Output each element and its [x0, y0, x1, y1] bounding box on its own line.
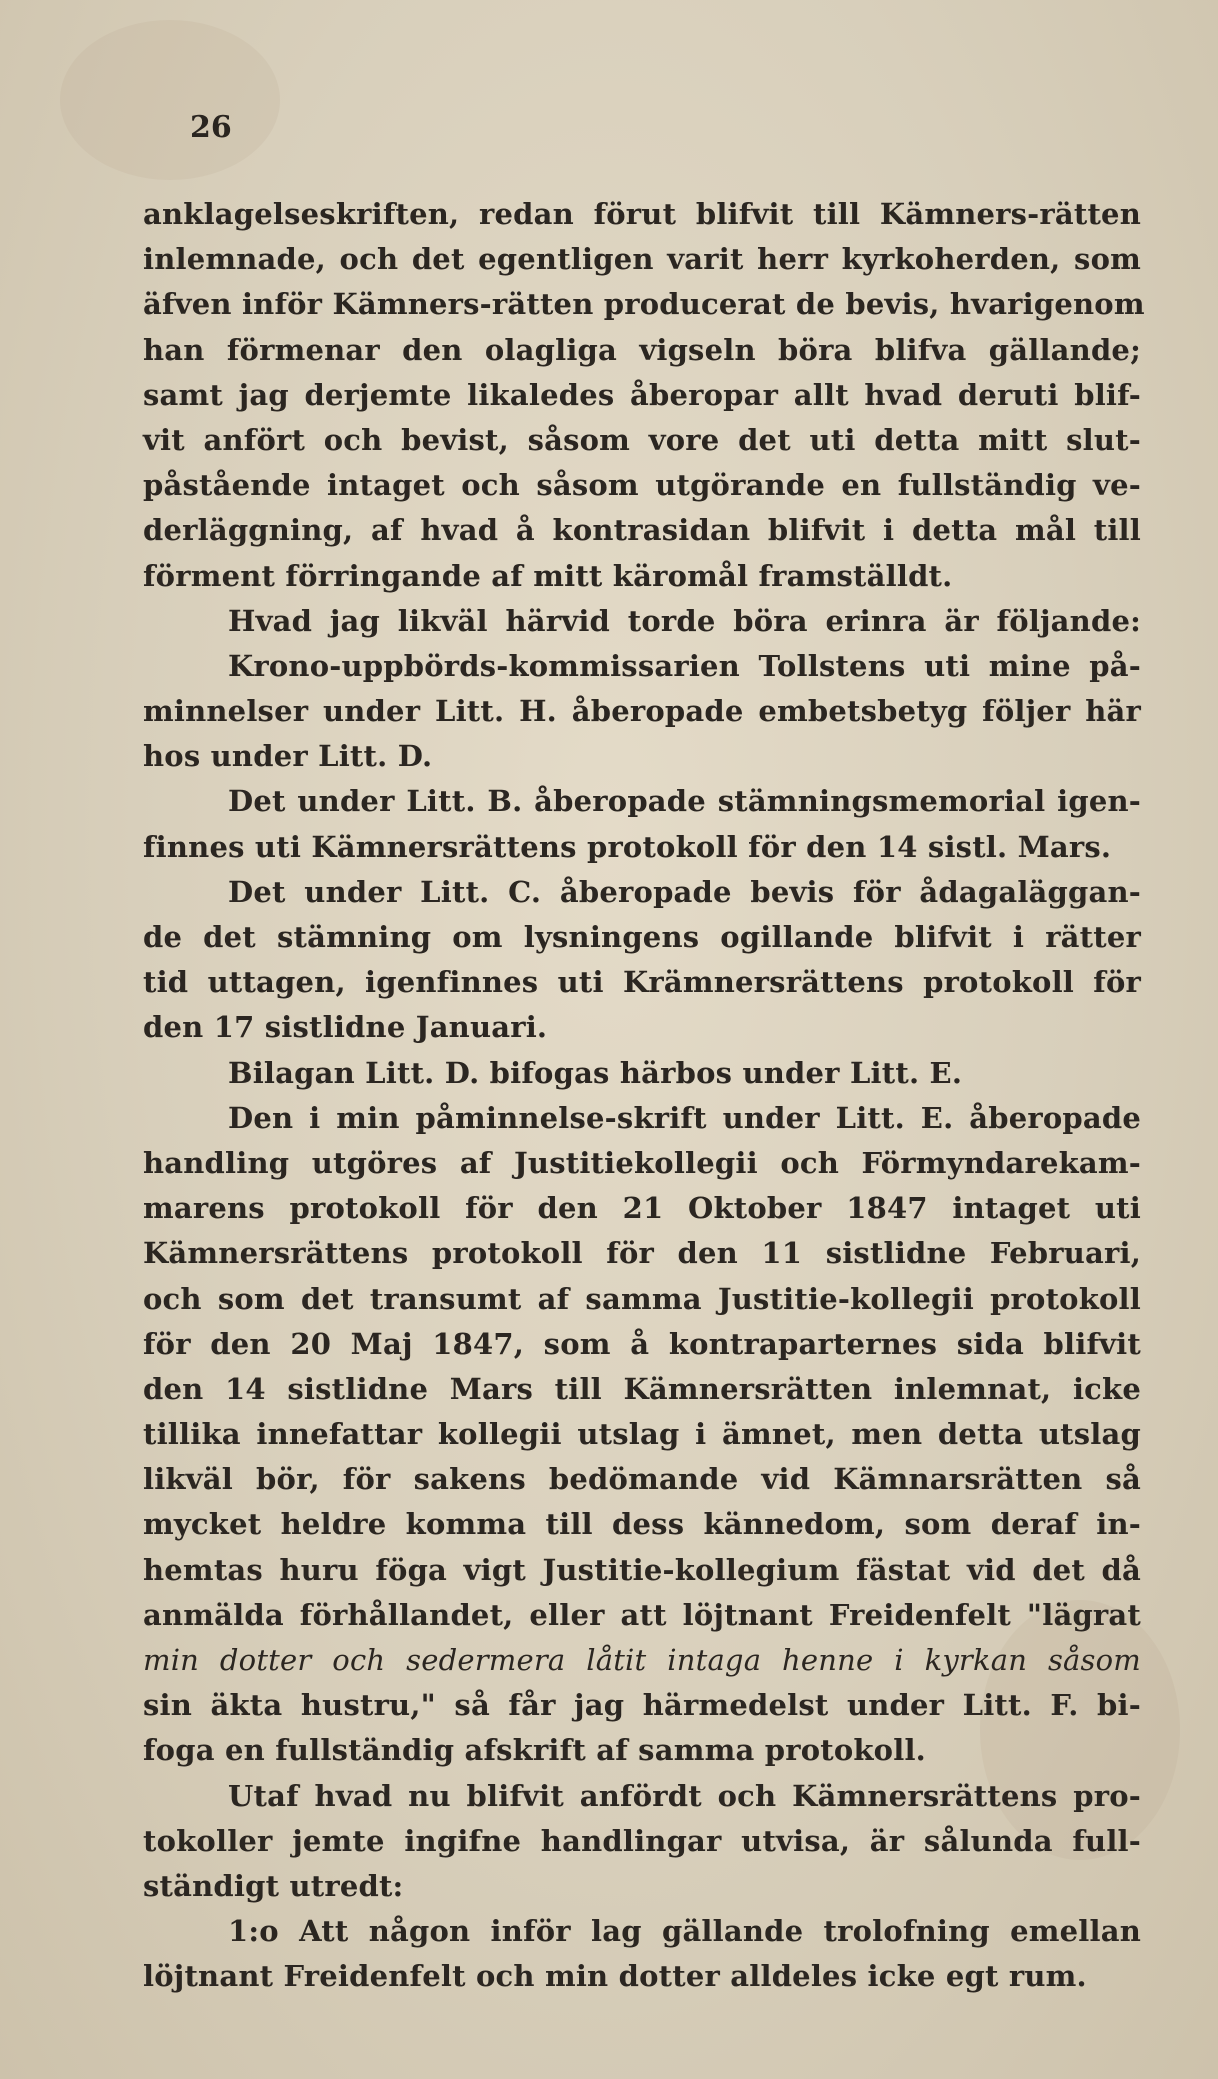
text-line: tokoller jemte ingifne handlingar utvisa, är sålunda full-: [143, 1823, 1141, 1858]
text-line: anmälda förhållandet, eller att löjtnant Freidenfelt "lägrat: [143, 1597, 1141, 1632]
paragraph: [143, 192, 1145, 599]
paragraph: [143, 1909, 1141, 1999]
text-line: påstående intaget och såsom utgörande en fullständig ve-: [143, 468, 1141, 503]
text-line: derläggning, af hvad å kontrasidan blifvit i detta mål till: [143, 513, 1141, 548]
text-line: min dotter och sedermera låtit intaga henne i kyrkan såsom: [143, 1643, 1141, 1677]
paragraph: [143, 779, 1141, 869]
text-line: äfven inför Kämners-rätten producerat de bevis, hvarigenom: [143, 287, 1145, 322]
text-line: 1:o Att någon inför lag gällande trolofning emellan: [228, 1914, 1141, 1949]
text-line: löjtnant Freidenfelt och min dotter alldeles icke egt rum.: [143, 1959, 1087, 1994]
text-line: den 17 sistlidne Januari.: [143, 1010, 548, 1045]
text-line: Utaf hvad nu blifvit anfördt och Kämnersrättens pro-: [228, 1778, 1141, 1813]
paragraph: [143, 1096, 1141, 1774]
text-line: sin äkta hustru," så får jag härmedelst under Litt. F. bi-: [143, 1688, 1141, 1723]
text-line: tillika innefattar kollegii utslag i ämnet, men detta utslag: [143, 1417, 1141, 1452]
text-line: samt jag derjemte likaledes åberopar allt hvad deruti blif-: [143, 377, 1141, 412]
text-line: hemtas huru föga vigt Justitie-kollegium fästat vid det då: [143, 1552, 1141, 1587]
text-line: likväl bör, för sakens bedömande vid Kämnarsrätten så: [143, 1462, 1141, 1497]
text-line: den 14 sistlidne Mars till Kämnersrätten inlemnat, icke: [143, 1371, 1141, 1406]
text-line: mycket heldre komma till dess kännedom, som deraf in-: [143, 1507, 1141, 1542]
text-line: och som det transumt af samma Justitie-kollegii protokoll: [143, 1281, 1141, 1316]
text-line: finnes uti Kämnersrättens protokoll för den 14 sistl. Mars.: [143, 829, 1112, 864]
text-line: vit anfört och bevist, såsom vore det uti detta mitt slut-: [143, 422, 1141, 457]
text-line: tid uttagen, igenfinnes uti Krämnersrättens protokoll för: [143, 965, 1141, 1000]
text-line: minnelser under Litt. H. åberopade embetsbetyg följer här: [143, 694, 1141, 729]
text-line: anklagelseskriften, redan förut blifvit till Kämners-rätten: [143, 197, 1141, 231]
paragraph: [143, 1774, 1141, 1910]
paragraph: [143, 870, 1141, 1051]
paper-stain: [60, 20, 280, 180]
text-line: hos under Litt. D.: [143, 739, 433, 774]
body-text: [143, 192, 1145, 2000]
page-number: 26: [190, 110, 232, 145]
text-line: Hvad jag likväl härvid torde böra erinra är följande:: [228, 603, 1141, 638]
text-line: de det stämning om lysningens ogillande blifvit i rätter: [143, 920, 1141, 954]
text-line: för den 20 Maj 1847, som å kontraparternes sida blifvit: [143, 1326, 1141, 1361]
text-line: han förmenar den olagliga vigseln böra blifva gällande;: [143, 332, 1141, 367]
text-line: förment förringande af mitt käromål framställdt.: [143, 558, 953, 593]
text-line: inlemnade, och det egentligen varit herr kyrkoherden, som: [143, 242, 1141, 277]
text-line: Bilagan Litt. D. bifogas härbos under Litt. E.: [228, 1055, 963, 1090]
text-line: foga en fullständig afskrift af samma protokoll.: [143, 1733, 926, 1768]
text-line: Det under Litt. B. åberopade stämningsmemorial igen-: [228, 784, 1141, 819]
text-line: Krono-uppbörds-kommissarien Tollstens uti mine på-: [228, 648, 1141, 683]
paragraph: [143, 599, 1141, 780]
text-line: handling utgöres af Justitiekollegii och Förmyndarekam-: [143, 1145, 1141, 1180]
text-line: Kämnersrättens protokoll för den 11 sistlidne Februari,: [143, 1236, 1141, 1271]
paragraph: [143, 1051, 1141, 1096]
text-line: ständigt utredt:: [143, 1868, 404, 1903]
text-line: Den i min påminnelse-skrift under Litt. E. åberopade: [228, 1100, 1141, 1135]
text-line: marens protokoll för den 21 Oktober 1847 intaget uti: [143, 1191, 1141, 1226]
text-line: Det under Litt. C. åberopade bevis för ådagaläggan-: [228, 874, 1141, 909]
